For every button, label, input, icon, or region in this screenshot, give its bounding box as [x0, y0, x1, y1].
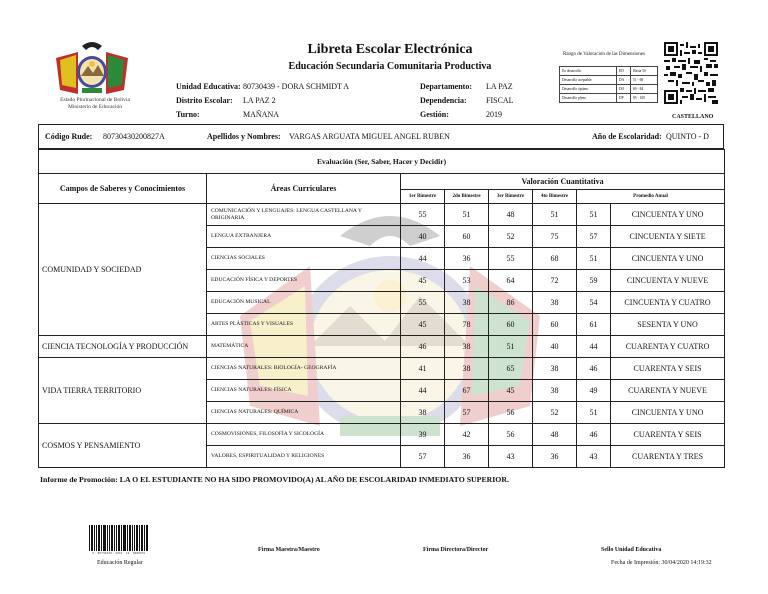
grade-b4: 60 — [533, 314, 577, 336]
promotion-report — [40, 475, 509, 484]
grade-literal: CINCUENTA Y SIETE — [611, 226, 725, 248]
grade-average: 46 — [577, 424, 611, 446]
grade-b4: 38 — [533, 358, 577, 380]
grade-b4: 40 — [533, 336, 577, 358]
departamento-label: Departamento: — [420, 82, 472, 91]
area-cell: COSMOVISIONES, FILOSOFÍA Y SICOLOGÍA — [207, 424, 401, 446]
range-code: DA — [617, 76, 631, 85]
grade-literal: CINCUENTA Y NUEVE — [611, 270, 725, 292]
table-row — [39, 358, 725, 380]
grade-b3: 64 — [489, 270, 533, 292]
grade-average: 43 — [577, 446, 611, 468]
grade-literal: CUARENTA Y TRES — [611, 446, 725, 468]
grade-b4: 48 — [533, 424, 577, 446]
distrito-value: LA PAZ 2 — [243, 96, 276, 105]
grade-literal: CINCUENTA Y UNO — [611, 248, 725, 270]
grade-b4: 38 — [533, 292, 577, 314]
document-subtitle: Educación Secundaria Comunitaria Productiva — [288, 61, 492, 72]
grade-b4: 51 — [533, 204, 577, 226]
area-cell: LENGUA EXTRANJERA — [207, 226, 401, 248]
grade-literal: CUARENTA Y SEIS — [611, 424, 725, 446]
grade-average: 51 — [577, 204, 611, 226]
student-name: VARGAS ARGUATA MIGUEL ANGEL RUBEN — [289, 132, 450, 141]
grade-b3: 43 — [489, 446, 533, 468]
table-row — [39, 204, 725, 226]
grade-b1: 39 — [401, 424, 445, 446]
grade-b2: 67 — [445, 380, 489, 402]
grade-b2: 38 — [445, 358, 489, 380]
grade-b3: 56 — [489, 402, 533, 424]
language-label: CASTELLANO — [672, 114, 714, 120]
grade-literal: CUARENTA Y SEIS — [611, 358, 725, 380]
col-areas-header: Áreas Curriculares — [207, 174, 401, 204]
grade-b1: 38 — [401, 402, 445, 424]
grade-literal: SESENTA Y UNO — [611, 314, 725, 336]
col-b2-header: 2do Bimestre — [445, 190, 489, 204]
grade-b3: 60 — [489, 314, 533, 336]
grade-b2: 78 — [445, 314, 489, 336]
teacher-signature-label: Firma Maestra/Maestro — [258, 547, 320, 553]
director-signature-label: Firma Directora/Director — [423, 547, 489, 553]
distrito-label: Distrito Escolar: — [176, 96, 233, 105]
grade-average: 51 — [577, 402, 611, 424]
gestion-label: Gestión: — [420, 110, 449, 119]
grade-b2: 53 — [445, 270, 489, 292]
grade-b1: 57 — [401, 446, 445, 468]
grade-b4: 38 — [533, 380, 577, 402]
range-desc: Desarrollo pleno — [560, 94, 617, 103]
grade-b4: 36 — [533, 446, 577, 468]
campo-cell: COMUNIDAD Y SOCIEDAD — [39, 204, 207, 336]
grade-b4: 72 — [533, 270, 577, 292]
campo-cell: CIENCIA TECNOLOGÍA Y PRODUCCIÓN — [39, 336, 207, 358]
barcode — [88, 525, 150, 553]
school-seal-label: Sello Unidad Educativa — [601, 547, 662, 553]
coat-of-arms-logo — [52, 40, 132, 98]
grade-b4: 75 — [533, 226, 577, 248]
unidad-value: 80730439 - DORA SCHMIDT A — [243, 82, 350, 91]
area-cell: CIENCIAS NATURALES: QUÍMICA — [207, 402, 401, 424]
area-cell: EDUCACIÓN FÍSICA Y DEPORTES — [207, 270, 401, 292]
grade-b1: 40 — [401, 226, 445, 248]
area-cell: ARTES PLÁSTICAS Y VISUALES — [207, 314, 401, 336]
col-promedio-header: Promedio Anual — [577, 190, 725, 204]
grade-b1: 46 — [401, 336, 445, 358]
area-cell: VALORES, ESPIRITUALIDAD Y RELIGIONES — [207, 446, 401, 468]
table-row — [39, 424, 725, 446]
rude-value: 80730430200827A — [103, 132, 165, 141]
grades-table — [38, 149, 725, 468]
grade-average: 51 — [577, 248, 611, 270]
document-title: Libreta Escolar Electrónica — [307, 42, 473, 57]
grade-b1: 55 — [401, 292, 445, 314]
range-row — [560, 67, 658, 76]
range-box-title: Rango de Valoración de las Dimensiones — [563, 52, 645, 57]
range-value: 51 - 68 — [631, 76, 658, 85]
range-code: DP — [617, 94, 631, 103]
grade-average: 59 — [577, 270, 611, 292]
table-row — [39, 336, 725, 358]
campo-cell: VIDA TIERRA TERRITORIO — [39, 358, 207, 424]
grade-b3: 86 — [489, 292, 533, 314]
range-row — [560, 94, 658, 103]
dependencia-value: FISCAL — [486, 96, 514, 105]
name-label: Apellidos y Nombres: — [207, 132, 281, 141]
year-value: QUINTO - D — [666, 132, 709, 141]
area-cell: CIENCIAS NATURALES: FÍSICA — [207, 380, 401, 402]
evaluation-title: Evaluación (Ser, Saber, Hacer y Decidir) — [39, 150, 725, 174]
range-value: Hasta 50 — [631, 67, 658, 76]
promotion-text: LA O EL ESTUDIANTE NO HA SIDO PROMOVIDO(A) AL AÑO DE ESCOLARIDAD INMEDIATO SUPERIOR. — [119, 475, 509, 484]
range-box — [559, 66, 658, 103]
student-info-bar — [38, 124, 724, 149]
qr-code — [664, 42, 718, 104]
promotion-label: Informe de Promoción: — [40, 475, 118, 484]
grade-literal: CINCUENTA Y CUATRO — [611, 292, 725, 314]
departamento-value: LA PAZ — [486, 82, 513, 91]
grade-b1: 45 — [401, 270, 445, 292]
grade-b2: 36 — [445, 446, 489, 468]
area-cell: COMUNICACIÓN Y LENGUAJES: LENGUA CASTELLANA Y ORIGINARIA — [207, 204, 401, 226]
col-b3-header: 3er Bimestre — [489, 190, 533, 204]
grade-b3: 55 — [489, 248, 533, 270]
area-cell: MATEMÁTICA — [207, 336, 401, 358]
grade-b3: 52 — [489, 226, 533, 248]
grade-b4: 68 — [533, 248, 577, 270]
dependencia-label: Dependencia: — [420, 96, 467, 105]
unidad-label: Unidad Educativa: — [176, 82, 241, 91]
grade-b1: 44 — [401, 248, 445, 270]
education-type: Educación Regular — [97, 560, 143, 566]
campo-cell: COSMOS Y PENSAMIENTO — [39, 424, 207, 468]
grade-b3: 45 — [489, 380, 533, 402]
grade-literal: CUARENTA Y NUEVE — [611, 380, 725, 402]
grade-b1: 41 — [401, 358, 445, 380]
range-desc: Desarrollo óptimo — [560, 85, 617, 94]
area-cell: EDUCACIÓN MUSICAL — [207, 292, 401, 314]
year-label: Año de Escolaridad: — [592, 132, 662, 141]
grade-average: 44 — [577, 336, 611, 358]
area-cell: CIENCIAS SOCIALES — [207, 248, 401, 270]
grade-b1: 45 — [401, 314, 445, 336]
grade-b3: 51 — [489, 336, 533, 358]
range-desc: En desarrollo — [560, 67, 617, 76]
print-date: Fecha de Impresión: 30/04/2020 14:19:32 — [611, 560, 712, 566]
col-b1-header: 1er Bimestre — [401, 190, 445, 204]
grade-average: 61 — [577, 314, 611, 336]
grade-b1: 55 — [401, 204, 445, 226]
grade-b2: 42 — [445, 424, 489, 446]
rude-label: Código Rude: — [45, 132, 93, 141]
grade-b2: 57 — [445, 402, 489, 424]
grade-b3: 56 — [489, 424, 533, 446]
range-code: ED — [617, 67, 631, 76]
grade-b4: 52 — [533, 402, 577, 424]
col-b4-header: 4to Bimestre — [533, 190, 577, 204]
grade-average: 54 — [577, 292, 611, 314]
range-value: 85 - 100 — [631, 94, 658, 103]
grade-b2: 38 — [445, 292, 489, 314]
ministry-caption: Estado Plurinacional de Bolivia Ministerio de Educación — [60, 97, 130, 110]
grade-b2: 38 — [445, 336, 489, 358]
grade-literal: CINCUENTA Y UNO — [611, 204, 725, 226]
grade-b2: 60 — [445, 226, 489, 248]
grade-b2: 51 — [445, 204, 489, 226]
range-desc: Desarrollo aceptable — [560, 76, 617, 85]
turno-value: MAÑANA — [243, 110, 279, 119]
grade-average: 49 — [577, 380, 611, 402]
gestion-value: 2019 — [486, 110, 502, 119]
grade-literal: CINCUENTA Y UNO — [611, 402, 725, 424]
range-value: 69 - 84 — [631, 85, 658, 94]
range-row — [560, 85, 658, 94]
grade-literal: CUARENTA Y CUATRO — [611, 336, 725, 358]
col-campos-header: Campos de Saberes y Conocimientos — [39, 174, 207, 204]
barcode-number: 0 · 80730439 · 2019 · 10 · 0000001 — [92, 551, 146, 555]
area-cell: CIENCIAS NATURALES: BIOLOGÍA- GEOGRAFÍA — [207, 358, 401, 380]
turno-label: Turno: — [176, 110, 200, 119]
grade-average: 57 — [577, 226, 611, 248]
col-valoracion-header: Valoración Cuantitativa — [401, 174, 725, 190]
grade-average: 46 — [577, 358, 611, 380]
grade-b3: 65 — [489, 358, 533, 380]
range-code: DO — [617, 85, 631, 94]
range-row — [560, 76, 658, 85]
grade-b2: 36 — [445, 248, 489, 270]
grade-b3: 48 — [489, 204, 533, 226]
grade-b1: 44 — [401, 380, 445, 402]
